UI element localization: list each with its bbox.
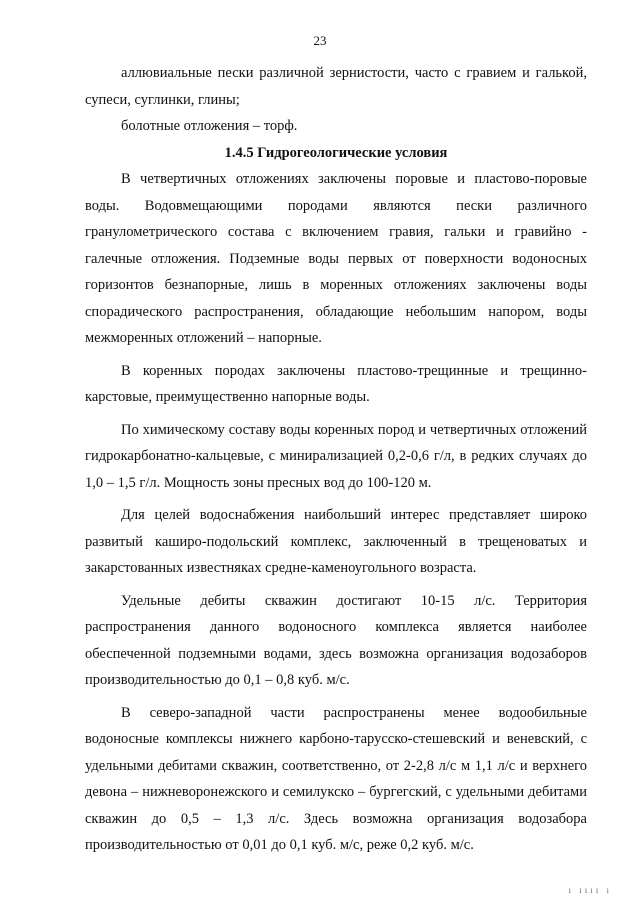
paragraph: Для целей водоснабжения наибольший интерес представляет широко развитый каширо-подольский комплекс, заключенный в трещеноватых и закарстованных известняках средне-каменоугольного возраста.	[85, 507, 587, 576]
paragraph: В коренных породах заключены пластово-трещинные и трещинно-карстовые, преимущественно напорные воды.	[85, 362, 587, 405]
paragraph: В северо-западной части распространены менее водообильные водоносные комплексы нижнего карбоно-тарусско-стешевский и веневский, с удельными дебитами скважин, соответственно, от 2-2,8 л/с м 1,1 л/с и верхнего девона – нижневоронежского и семилукско – бургегский, с удельными дебитами скважин до 0,5 – 1,3 л/с. Здесь возможна организация водозабора производительностью от 0,01 до 0,1 куб. м/с, реже 0,2 куб. м/с.	[85, 704, 587, 853]
section-heading: 1.4.5 Гидрогеологические условия	[224, 144, 448, 161]
list-item: аллювиальные пески различной зернистости, часто с гравием и галькой, супеси, суглинки, глины;	[85, 65, 587, 108]
paragraph: По химическому составу воды коренных пород и четвертичных отложений гидрокарбонатно-кальцевые, с минирализацией 0,2-0,6 г/л, в редких случаях до 1,0 – 1,5 г/л. Мощность зоны пресных вод до 100-120 м.	[85, 421, 587, 491]
paragraph: Удельные дебиты скважин достигают 10-15 л/с. Территория распространения данного водоносного комплекса является наиболее обеспеченной подземными водами, здесь возможна организация водозаборов производительностью до 0,1 – 0,8 куб. м/с.	[85, 592, 587, 688]
page-number: 23	[313, 33, 327, 48]
scan-marks: ı ıııı ı	[568, 885, 612, 895]
list-item: болотные отложения – торф.	[121, 118, 298, 134]
paragraph: В четвертичных отложениях заключены поровые и пластово-поровые воды. Водовмещающими породами являются пески различного гранулометрического состава с включением гравия, гальки и гравийно - галечные отложения. Подземные воды первых от поверхности водоносных горизонтов безнапорные, лишь в моренных отложениях заключены воды спорадического распространения, обладающие небольшим напором, воды межморенных отложений – напорные.	[85, 171, 587, 346]
document-body	[85, 60, 587, 859]
